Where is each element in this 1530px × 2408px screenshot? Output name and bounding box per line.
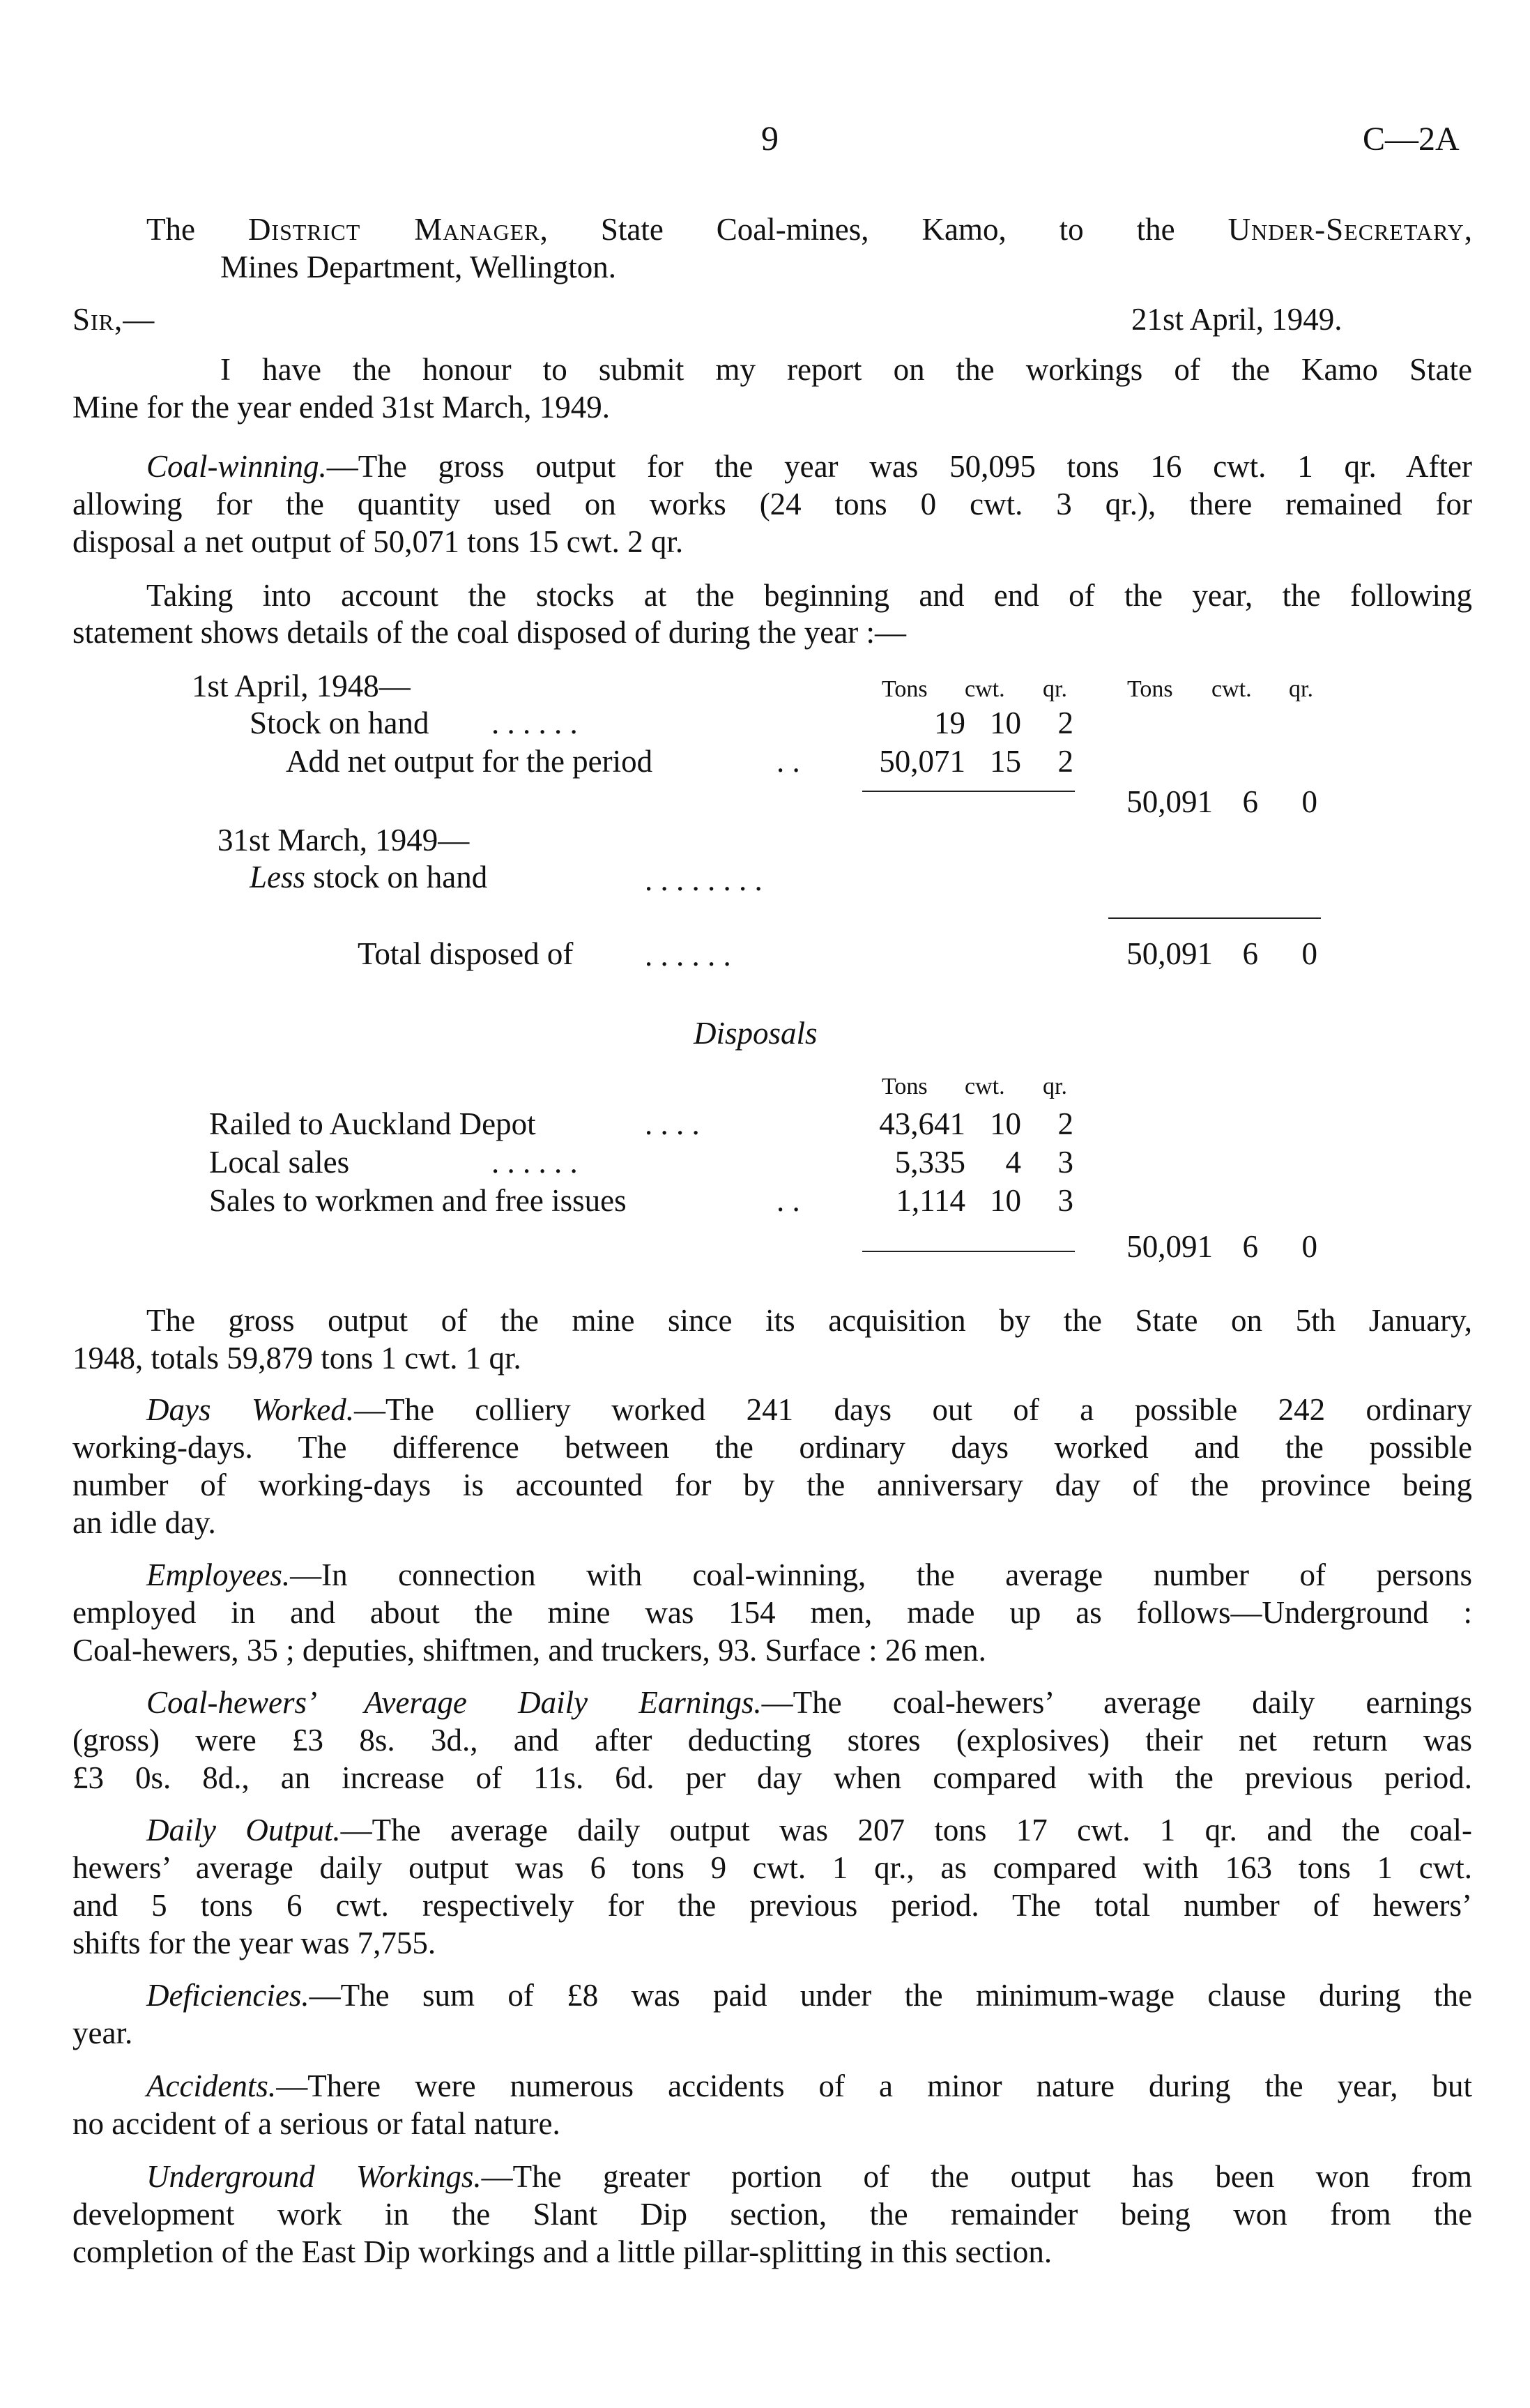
disp-row-3-cwt: 10 <box>990 1183 1021 1218</box>
disp-total-rule <box>862 1251 1075 1252</box>
stocks-intro-line-1: Taking into account the stocks at the beginning and end of the year, the following <box>146 578 1472 613</box>
disposals-title: Disposals <box>694 1016 818 1051</box>
stmt-add-cwt: 15 <box>990 744 1021 779</box>
disp-row-2-qr: 3 <box>1057 1145 1073 1180</box>
employees-line-3: Coal-hewers, 35 ; deputies, shiftmen, and truckers, 93. Surface : 26 men. <box>72 1633 986 1668</box>
stmt-header-cwt-2: cwt. <box>1211 676 1252 702</box>
stmt-date-2: 31st March, 1949— <box>217 823 470 858</box>
stmt-add-label: Add net output for the period <box>286 744 653 779</box>
stmt-header-tons-1: Tons <box>882 676 928 702</box>
earnings-line-2: (gross) were £3 8s. 3d., and after deducting stores (explosives) their net return was <box>72 1723 1472 1758</box>
stmt-total-cwt: 6 <box>1242 936 1258 971</box>
days-worked-line-3: number of working-days is accounted for by the anniversary day of the province being <box>72 1468 1472 1502</box>
disp-row-1-qr: 2 <box>1057 1106 1073 1141</box>
disp-total-cwt: 6 <box>1242 1229 1258 1264</box>
deficiencies-line-1: Deficiencies.—The sum of £8 was paid under the minimum-wage clause during the <box>146 1978 1472 2013</box>
stmt-add-tons: 50,071 <box>879 744 965 779</box>
stmt-total-label: Total disposed of <box>358 936 574 971</box>
salutation: Sir,— <box>72 302 155 337</box>
disp-row-2-tons: 5,335 <box>894 1145 965 1180</box>
disp-row-1-dots: . . . . <box>645 1106 700 1141</box>
disp-header-cwt: cwt. <box>965 1074 1005 1099</box>
accidents-line-1: Accidents.—There were numerous accidents of a minor nature during the year, but <box>146 2068 1472 2103</box>
stmt-total-tons: 50,091 <box>1126 936 1213 971</box>
stmt-stock-cwt: 10 <box>990 706 1021 740</box>
days-worked-line-4: an idle day. <box>72 1505 216 1540</box>
disp-row-1-label: Railed to Auckland Depot <box>209 1106 536 1141</box>
stmt-header-qr-2: qr. <box>1289 676 1313 702</box>
employees-line-1: Employees.—In connection with coal-winning, the average number of persons <box>146 1557 1472 1592</box>
disp-row-3-label: Sales to workmen and free issues <box>209 1183 627 1218</box>
stmt-stock-dots: . . . . . . <box>491 706 578 740</box>
document-reference: C—2A <box>1363 121 1460 158</box>
disp-row-2-label: Local sales <box>209 1145 350 1180</box>
disp-header-tons: Tons <box>882 1074 928 1099</box>
stmt-add-dots: . . <box>777 744 800 779</box>
stmt-stock-tons: 19 <box>934 706 965 740</box>
coal-winning-line-2: allowing for the quantity used on works (24 tons 0 cwt. 3 qr.), there remained for <box>72 487 1472 521</box>
page-number: 9 <box>761 119 779 158</box>
stmt-total-rule <box>1108 917 1321 919</box>
stmt-stock-qr: 2 <box>1057 706 1073 740</box>
stmt-subtotal-rule <box>862 791 1075 792</box>
intro-line-1: I have the honour to submit my report on the workings of the Kamo State <box>220 352 1472 387</box>
disp-total-qr: 0 <box>1301 1229 1317 1264</box>
stocks-intro-line-2: statement shows details of the coal disposed of during the year :— <box>72 615 906 650</box>
address-line-2: Mines Department, Wellington. <box>220 250 616 284</box>
stmt-header-qr-1: qr. <box>1043 676 1067 702</box>
underground-line-2: development work in the Slant Dip section, the remainder being won from the <box>72 2197 1472 2232</box>
stmt-total-qr: 0 <box>1301 936 1317 971</box>
deficiencies-line-2: year. <box>72 2015 133 2050</box>
accidents-line-2: no accident of a serious or fatal nature. <box>72 2106 560 2141</box>
daily-output-line-2: hewers’ average daily output was 6 tons 9 cwt. 1 qr., as compared with 163 tons 1 cwt. <box>72 1850 1472 1885</box>
earnings-line-1: Coal-hewers’ Average Daily Earnings.—The coal-hewers’ average daily earnings <box>146 1685 1472 1720</box>
stmt-less-label: Less stock on hand <box>250 860 488 894</box>
stmt-total-dots: . . . . . . <box>645 938 731 973</box>
gross-output-line-1: The gross output of the mine since its acquisition by the State on 5th January, <box>146 1303 1472 1338</box>
stmt-date-1: 1st April, 1948— <box>192 669 411 703</box>
employees-line-2: employed in and about the mine was 154 men, made up as follows—Underground : <box>72 1595 1472 1630</box>
days-worked-line-2: working-days. The difference between the ordinary days worked and the possible <box>72 1430 1472 1465</box>
disp-row-1-tons: 43,641 <box>879 1106 965 1141</box>
stmt-header-cwt-1: cwt. <box>965 676 1005 702</box>
underground-line-3: completion of the East Dip workings and a little pillar-splitting in this section. <box>72 2234 1053 2269</box>
daily-output-line-3: and 5 tons 6 cwt. respectively for the previous period. The total number of hewers’ <box>72 1888 1472 1923</box>
stmt-add-qr: 2 <box>1057 744 1073 779</box>
disp-row-2-dots: . . . . . . <box>491 1145 578 1180</box>
stmt-less-dots: . . . . . . . . <box>645 862 763 897</box>
stmt-stock-label: Stock on hand <box>250 706 429 740</box>
coal-winning-line-1: Coal-winning.—The gross output for the year was 50,095 tons 16 cwt. 1 qr. After <box>146 449 1472 484</box>
disp-row-2-cwt: 4 <box>1005 1145 1021 1180</box>
gross-output-line-2: 1948, totals 59,879 tons 1 cwt. 1 qr. <box>72 1341 521 1376</box>
stmt-header-tons-2: Tons <box>1127 676 1173 702</box>
underground-line-1: Underground Workings.—The greater portion of the output has been won from <box>146 2159 1473 2194</box>
daily-output-line-4: shifts for the year was 7,755. <box>72 1926 436 1960</box>
earnings-line-3: £3 0s. 8d., an increase of 11s. 6d. per day when compared with the previous period. <box>72 1760 1472 1795</box>
letter-date: 21st April, 1949. <box>1131 302 1342 337</box>
disp-row-3-tons: 1,114 <box>896 1183 965 1218</box>
coal-winning-line-3: disposal a net output of 50,071 tons 15 cwt. 2 qr. <box>72 524 684 559</box>
disp-row-3-dots: . . <box>777 1183 800 1218</box>
address-line-1: The District Manager, State Coal-mines, Kamo, to the Under-Secretary, <box>146 212 1473 247</box>
daily-output-line-1: Daily Output.—The average daily output was 207 tons 17 cwt. 1 qr. and the coal- <box>146 1813 1472 1847</box>
intro-line-2: Mine for the year ended 31st March, 1949. <box>72 390 611 425</box>
stmt-subtotal-tons: 50,091 <box>1126 784 1213 819</box>
stmt-subtotal-qr: 0 <box>1301 784 1317 819</box>
disp-row-3-qr: 3 <box>1057 1183 1073 1218</box>
stmt-subtotal-cwt: 6 <box>1242 784 1258 819</box>
disp-header-qr: qr. <box>1043 1074 1067 1099</box>
disp-row-1-cwt: 10 <box>990 1106 1021 1141</box>
days-worked-line-1: Days Worked.—The colliery worked 241 days out of a possible 242 ordinary <box>146 1392 1472 1427</box>
disp-total-tons: 50,091 <box>1126 1229 1213 1264</box>
